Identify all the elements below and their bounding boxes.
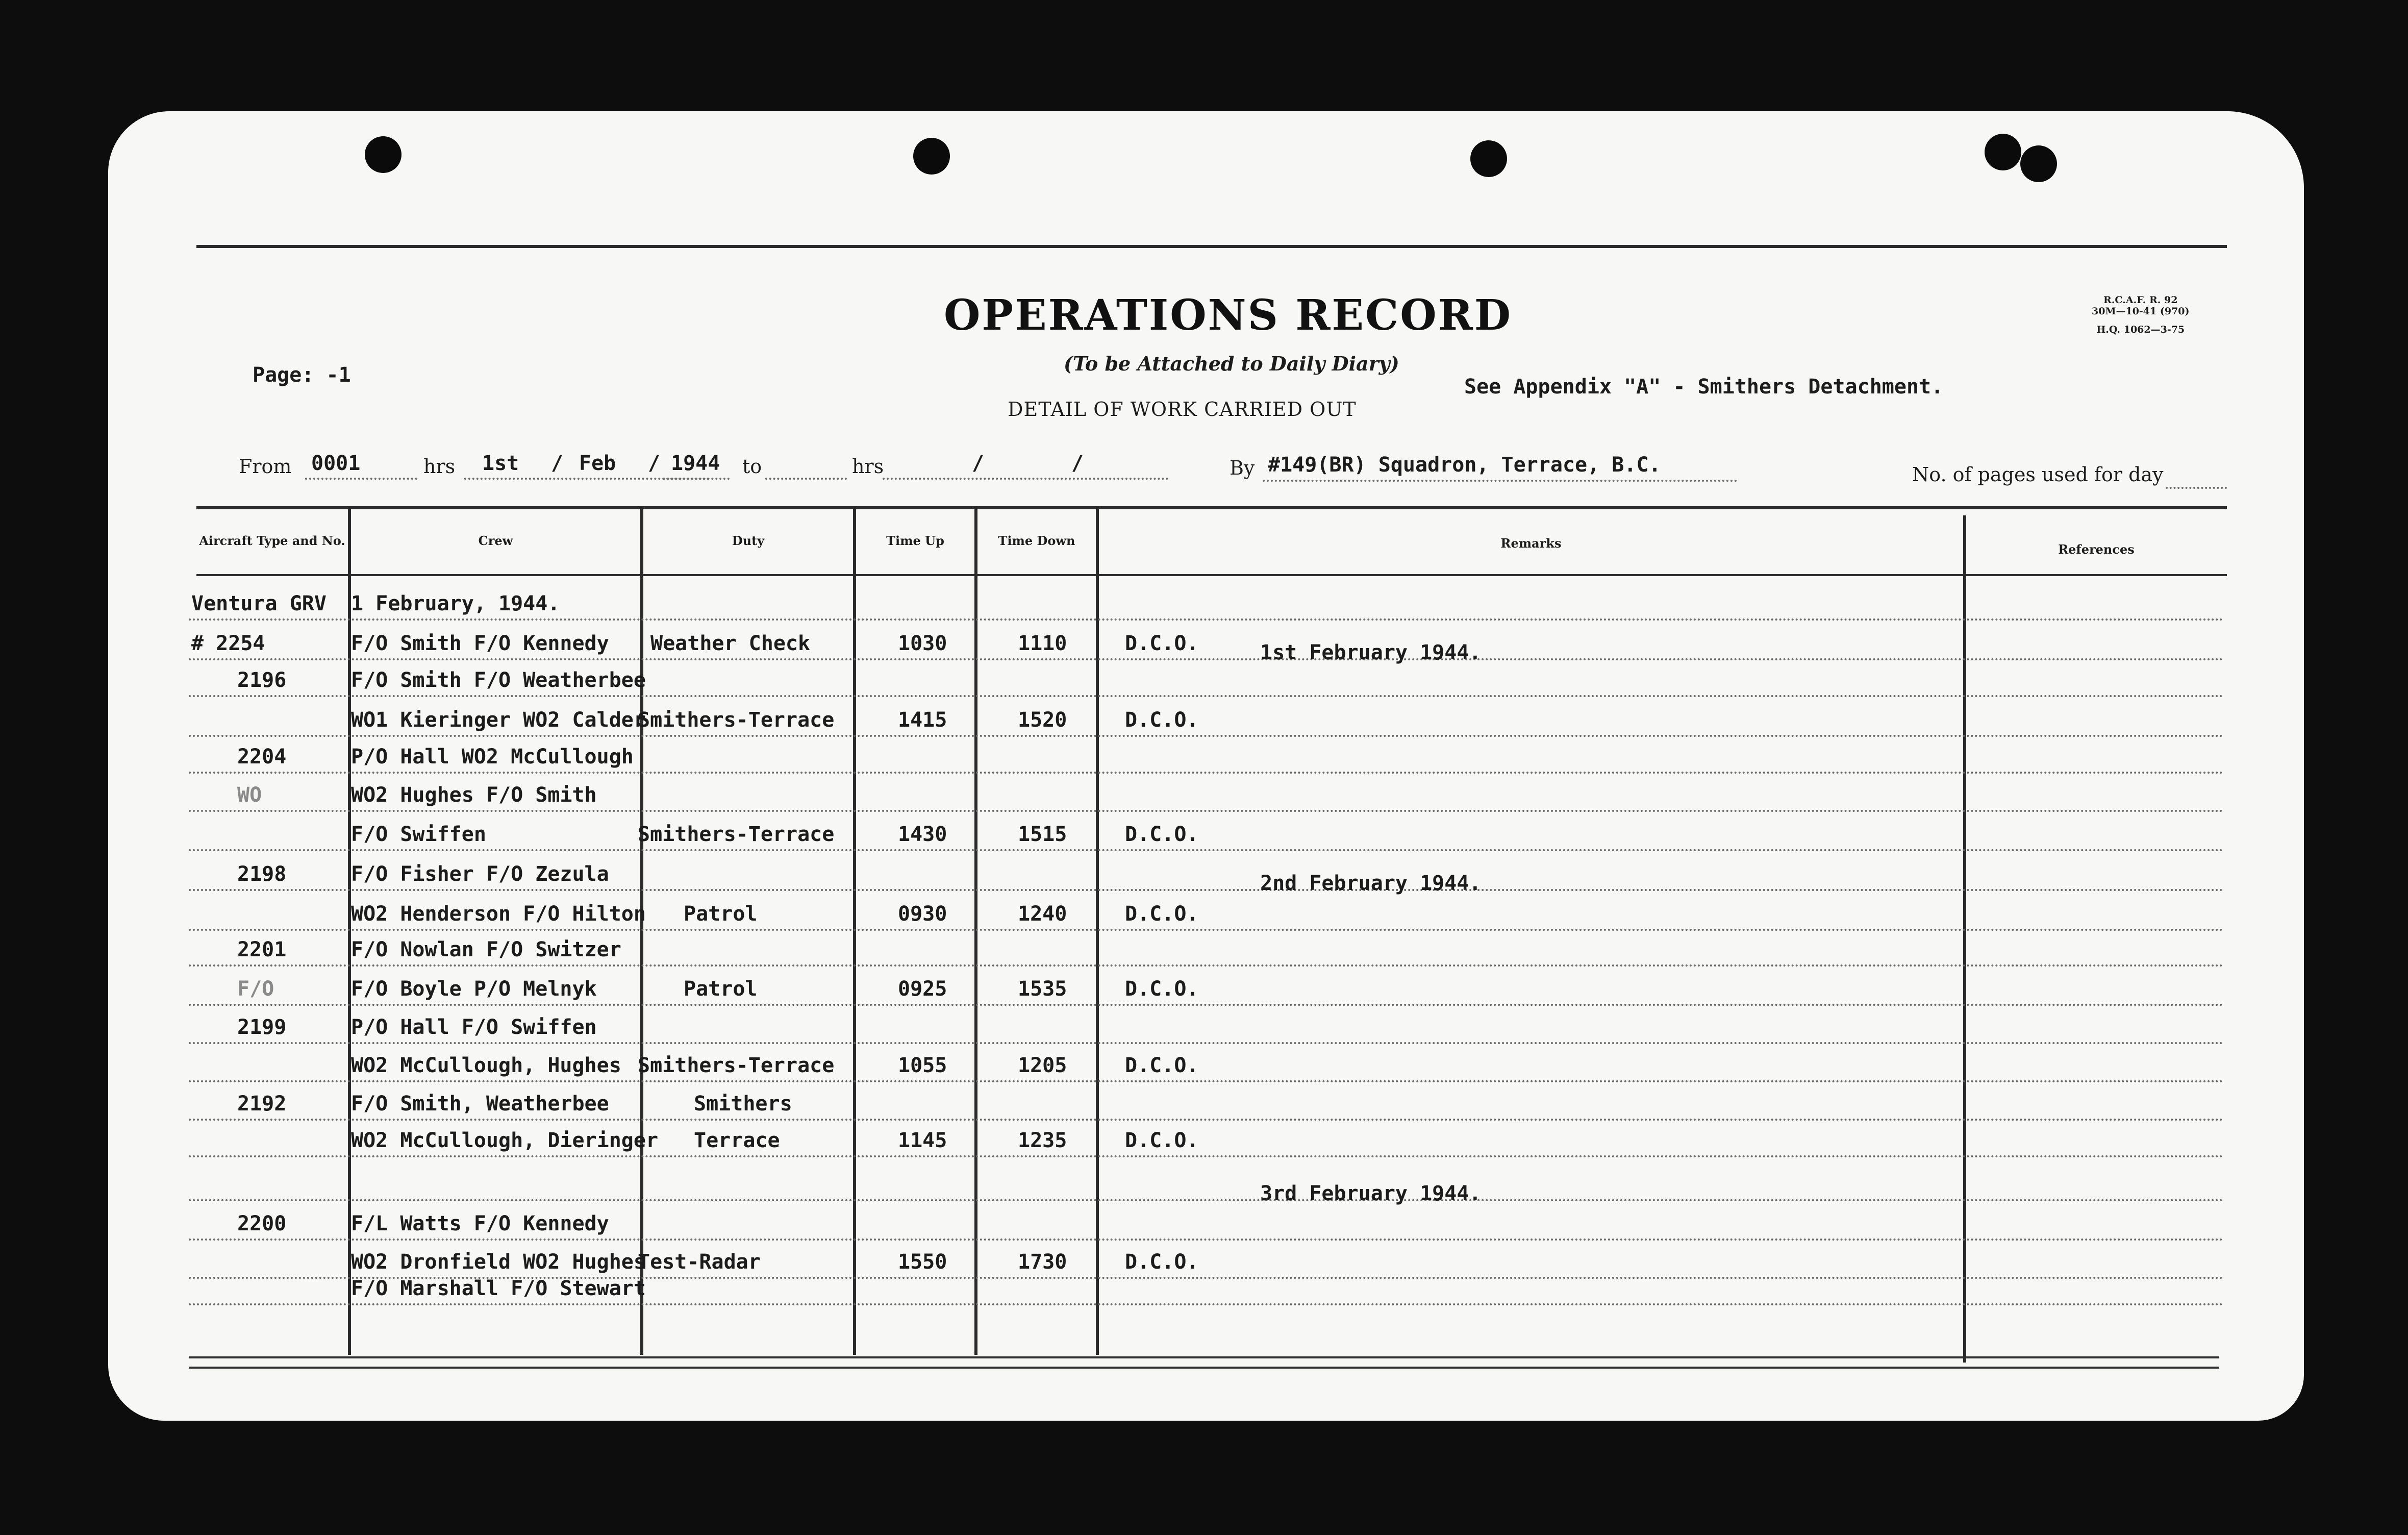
crew-cell: F/O Fisher F/O Zezula (351, 862, 609, 886)
remarks-cell: D.C.O. (1125, 823, 1199, 846)
crew-cell: WO2 McCullough, Hughes (351, 1054, 621, 1077)
dotted-blank (765, 478, 847, 480)
aircraft-cell: 2196 (237, 669, 287, 692)
crew-cell: F/O Marshall F/O Stewart (351, 1277, 646, 1300)
slash: / (972, 452, 985, 475)
crew-cell: WO2 Henderson F/O Hilton (351, 902, 646, 926)
time-up-cell: 1550 (898, 1250, 947, 1274)
col-crew: Crew (478, 533, 513, 548)
col-duty: Duty (732, 533, 765, 548)
time-up-cell: 1430 (898, 823, 947, 846)
row-rule (189, 849, 2224, 851)
crew-cell: F/O Smith, Weatherbee (351, 1092, 609, 1116)
from-month: Feb (579, 452, 616, 475)
crew-cell: 1 February, 1944. (351, 592, 560, 615)
row-rule (189, 964, 2224, 967)
time-down-cell: 1515 (1018, 823, 1067, 846)
duty-cell: Smithers (694, 1092, 792, 1116)
crew-cell: F/L Watts F/O Kennedy (351, 1212, 609, 1235)
aircraft-cell: 2201 (237, 938, 287, 961)
aircraft-cell: 2200 (237, 1212, 287, 1235)
duty-cell: Weather Check (650, 632, 811, 655)
col-aircraft: Aircraft Type and No. (199, 533, 345, 548)
aircraft-cell: WO (237, 783, 262, 807)
squadron: #149(BR) Squadron, Terrace, B.C. (1268, 453, 1661, 477)
aircraft-cell: 2192 (237, 1092, 287, 1116)
dotted-blank (1263, 480, 1737, 482)
duty-cell: Patrol (684, 977, 758, 1001)
dotted-blank (663, 478, 730, 480)
row-rule (189, 772, 2224, 774)
duty-cell: Smithers-Terrace (638, 708, 835, 732)
slash: / (551, 452, 564, 475)
row-rule (189, 810, 2224, 812)
dotted-blank (305, 478, 417, 480)
crew-cell: F/O Boyle P/O Melnyk (351, 977, 597, 1001)
hrs-label-2: hrs (852, 455, 884, 478)
form-subtitle: (To be Attached to Daily Diary) (1064, 352, 1399, 375)
header-bottom-rule (196, 574, 2227, 576)
appendix-note: See Appendix "A" - Smithers Detachment. (1464, 375, 1944, 399)
duty-cell: Smithers-Terrace (638, 823, 835, 846)
row-rule (189, 1042, 2224, 1044)
aircraft-cell: 2199 (237, 1016, 287, 1039)
slash: / (648, 452, 661, 475)
crew-cell: WO2 Hughes F/O Smith (351, 783, 597, 807)
time-up-cell: 1415 (898, 708, 947, 732)
form-code (2092, 294, 2190, 335)
col-references: References (2058, 542, 2135, 557)
punch-hole (1470, 140, 1507, 177)
row-rule (189, 1199, 2224, 1201)
remarks-cell: D.C.O. (1125, 1250, 1199, 1274)
row-rule (189, 618, 2224, 621)
remarks-cell: D.C.O. (1125, 977, 1199, 1001)
duty-cell: Test-Radar (638, 1250, 761, 1274)
remarks-cell: D.C.O. (1125, 708, 1199, 732)
time-up-cell: 1055 (898, 1054, 947, 1077)
column-divider (853, 508, 856, 1355)
duty-cell: Terrace (694, 1129, 780, 1152)
pages-used-label: No. of pages used for day (1912, 463, 2164, 486)
from-label: From (239, 455, 292, 478)
duty-cell: Patrol (684, 902, 758, 926)
remarks-cell: D.C.O. (1125, 902, 1199, 926)
bottom-rule (189, 1356, 2219, 1358)
aircraft-cell: F/O (237, 977, 274, 1001)
date-note: 3rd February 1944. (1260, 1182, 1482, 1205)
aircraft-cell: 2198 (237, 862, 287, 886)
crew-cell: F/O Smith F/O Kennedy (351, 632, 609, 655)
from-day: 1st (482, 452, 519, 475)
aircraft-cell: Ventura GRV (191, 592, 327, 615)
row-rule (189, 1080, 2224, 1082)
column-divider (1096, 508, 1099, 1355)
time-up-cell: 0925 (898, 977, 947, 1001)
time-down-cell: 1520 (1018, 708, 1067, 732)
crew-cell: P/O Hall WO2 McCullough (351, 745, 634, 769)
dotted-blank (883, 478, 1168, 480)
time-down-cell: 1535 (1018, 977, 1067, 1001)
row-rule (189, 1155, 2224, 1157)
crew-cell: WO2 Dronfield WO2 Hughes (351, 1250, 646, 1274)
by-label: By (1230, 457, 1255, 479)
crew-cell: WO2 McCullough, Dieringer (351, 1129, 659, 1152)
to-label: to (742, 455, 762, 478)
time-down-cell: 1205 (1018, 1054, 1067, 1077)
time-down-cell: 1235 (1018, 1129, 1067, 1152)
top-rule (196, 245, 2227, 248)
remarks-cell: D.C.O. (1125, 632, 1199, 655)
aircraft-cell: # 2254 (191, 632, 265, 655)
row-rule (189, 929, 2224, 931)
row-rule (189, 1004, 2224, 1006)
time-up-cell: 1145 (898, 1129, 947, 1152)
crew-cell: F/O Smith F/O Weatherbee (351, 669, 646, 692)
dotted-blank (2166, 487, 2227, 489)
col-remarks: Remarks (1500, 536, 1562, 551)
time-down-cell: 1240 (1018, 902, 1067, 926)
col-time-up: Time Up (886, 533, 944, 548)
punch-hole (913, 138, 950, 175)
crew-cell: F/O Swiffen (351, 823, 486, 846)
row-rule (189, 658, 2224, 660)
crew-cell: P/O Hall F/O Swiffen (351, 1016, 597, 1039)
page-number: Page: -1 (253, 363, 351, 387)
from-year: 1944 (671, 452, 720, 475)
punch-hole (1985, 134, 2021, 170)
hrs-label: hrs (423, 455, 456, 478)
row-rule (189, 889, 2224, 891)
time-down-cell: 1110 (1018, 632, 1067, 655)
time-up-cell: 1030 (898, 632, 947, 655)
row-rule (189, 735, 2224, 737)
date-note: 2nd February 1944. (1260, 872, 1482, 895)
row-rule (189, 1303, 2224, 1305)
col-time-down: Time Down (998, 533, 1075, 548)
punch-hole (2020, 145, 2057, 182)
column-divider (640, 508, 643, 1355)
table-top-rule (196, 506, 2227, 509)
detail-heading: DETAIL OF WORK CARRIED OUT (1008, 398, 1357, 420)
row-rule (189, 1239, 2224, 1241)
row-rule (189, 1119, 2224, 1121)
remarks-cell: D.C.O. (1125, 1054, 1199, 1077)
crew-cell: F/O Nowlan F/O Switzer (351, 938, 621, 961)
time-up-cell: 0930 (898, 902, 947, 926)
duty-cell: Smithers-Terrace (638, 1054, 835, 1077)
punch-hole (365, 136, 402, 173)
from-time: 0001 (311, 452, 361, 475)
slash: / (1071, 452, 1084, 475)
row-rule (189, 695, 2224, 697)
remarks-cell: D.C.O. (1125, 1129, 1199, 1152)
form-code-line: R.C.A.F. R. 92 (2103, 294, 2178, 306)
aircraft-cell: 2204 (237, 745, 287, 769)
form-title: OPERATIONS RECORD (944, 291, 1512, 340)
date-note: 1st February 1944. (1260, 641, 1482, 664)
form-code-line: H.Q. 1062—3-75 (2096, 324, 2185, 335)
time-down-cell: 1730 (1018, 1250, 1067, 1274)
form-code-line: 30M—10-41 (970) (2092, 306, 2190, 317)
column-divider (1963, 515, 1966, 1363)
column-divider (974, 508, 977, 1355)
crew-cell: WO1 Kieringer WO2 Calder (351, 708, 646, 732)
bottom-rule (189, 1367, 2219, 1369)
